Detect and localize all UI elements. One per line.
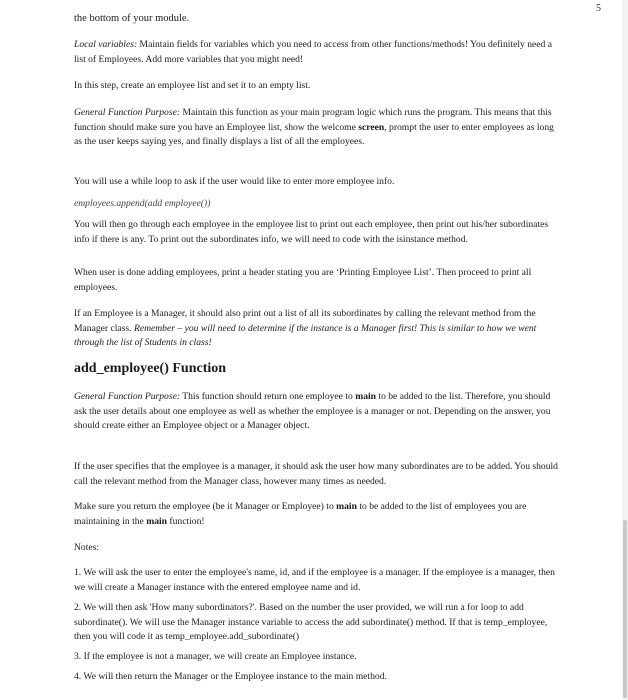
add-purpose-text-2: to be added to the list. Therefore, you should ask the user details about one employee as well as whether the employee is a manager or not. Depending on the answer, you should create either an Employee object or a Manager object. xyxy=(74,391,551,432)
section-heading: add_employee() Function xyxy=(74,361,227,376)
main-purpose-text-1: Maintain this function as your main program logic which runs the program. This means that this function should make sure you have an Employee list, show the welcome xyxy=(74,107,552,133)
notes-label: Notes: xyxy=(74,542,100,553)
main-purpose-text-2: , prompt the user to enter employees as long as the user keeps saying yes, and finally displays a list of all the employees. xyxy=(74,121,554,148)
local-variables-text: Maintain fields for variables which you need to access from other functions/methods! You definitely need a list of Employees. Add more variables that you might need! xyxy=(74,39,552,65)
while-loop-paragraph: You will use a while loop to ask if the user would like to enter more employee info. xyxy=(74,176,395,187)
add-purpose-text-1: This function should return one employee to xyxy=(180,391,356,402)
note-item: 1. We will ask the user to enter the employee's name, id, and if the employee is a manager. If the employee is a manager, then we will create a Manager instance with the entered employee name and id. xyxy=(74,567,555,593)
step-list-paragraph: In this step, create an employee list and set it to an empty list. xyxy=(74,80,311,91)
return-bold-2: main xyxy=(146,515,168,527)
page-number: 5 xyxy=(596,3,601,14)
scrollbar-thumb[interactable] xyxy=(623,520,627,698)
local-variables-paragraph xyxy=(74,38,560,67)
return-text-1: Make sure you return the employee (be it Manager or Employee) to xyxy=(74,501,337,512)
return-text-2: to be added to the list of employees you are maintaining in the xyxy=(74,501,527,527)
note-item: 3. If the employee is not a manager, we will create an Employee instance. xyxy=(74,651,357,662)
return-bold-1: main xyxy=(336,501,357,512)
add-purpose-label: General Function Purpose: xyxy=(74,391,181,402)
main-purpose-label: General Function Purpose: xyxy=(74,107,181,118)
return-paragraph xyxy=(74,500,560,529)
add-purpose-paragraph xyxy=(74,390,560,434)
go-through-paragraph: You will then go through each employee in the employee list to print out each employee, then print out his/her subordinates info if there is any. To print out the subordinates info, we will need to code with the isinstance method. xyxy=(74,219,549,245)
manager-paragraph-italic: Remember – you will need to determine if the instance is a Manager first! This is similar to how we went through the list of Students in class! xyxy=(74,322,537,349)
main-purpose-paragraph xyxy=(74,106,560,150)
continuation-line: the bottom of your module. xyxy=(74,13,190,24)
manager-paragraph xyxy=(74,307,560,351)
header-print-paragraph: When user is done adding employees, print a header stating you are ‘Printing Employee List’. Then proceed to print all employees. xyxy=(74,267,532,293)
main-purpose-bold: screen xyxy=(358,121,385,133)
return-text-3: function! xyxy=(167,515,205,527)
manager-paragraph-text: If an Employee is a Manager, it should also print out a list of all its subordinates by calling the relevant method from the Manager class. xyxy=(74,308,536,334)
vertical-scrollbar[interactable] xyxy=(622,0,628,700)
local-variables-label: Local variables: xyxy=(74,39,138,50)
code-line: employees.append(add employee()) xyxy=(74,198,211,209)
manager-spec-paragraph: If the user specifies that the employee is a manager, it should ask the user how many subordinates are to be added. You should call the relevant method from the Manager class, however many times as needed. xyxy=(74,461,558,487)
note-item: 4. We will then return the Manager or the Employee instance to the main method. xyxy=(74,671,387,682)
add-purpose-bold: main xyxy=(355,391,376,402)
note-item: 2. We will then ask 'How many subordinators?'. Based on the number the user provided, we will run a for loop to add subordinate(). We will use the Manager instance variable to access the add subordinate() method. If that is temp_employee, then you will code it as temp_employee.add_subordinate() xyxy=(74,602,548,643)
